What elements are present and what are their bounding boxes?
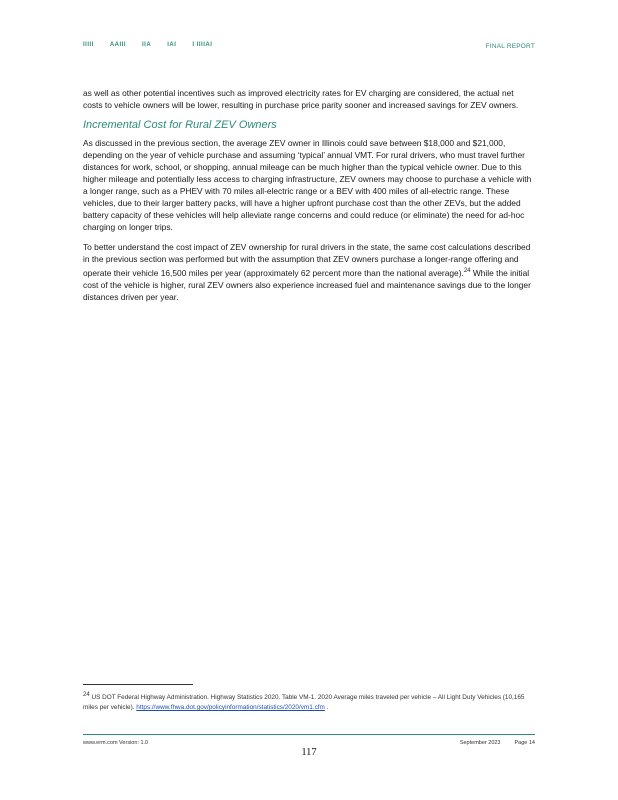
footnote-suffix: . — [324, 704, 329, 712]
continued-paragraph: as well as other potential incentives such as improved electricity rates for EV charging are considered, the actual net costs to vehicle owners will be lower, resulting in purchase price parity sooner and increased savings for ZEV owners. — [83, 88, 519, 110]
footnote-reference[interactable]: 24 — [463, 268, 471, 274]
footer-date: September 2023 — [459, 740, 501, 746]
logo-segment: IIA — [142, 42, 152, 48]
paragraph-rural-impact — [83, 241, 535, 303]
footnote-number: 24 — [83, 692, 90, 698]
logo-segment: AAIII — [109, 42, 127, 48]
report-label: FINAL REPORT — [485, 43, 535, 50]
paragraph-cost-discussion: As discussed in the previous section, the average ZEV owner in Illinois could save between $18,000 and $21,000, depending on the year of vehicle purchase and assuming ‘typical’ annual VMT. For rural drivers, who must travel further distances for work, school, or shopping, annual mileage can be much higher than the typical vehicle owner. Due to this higher mileage and potentially less access to charging infrastructure, ZEV owners may choose to purchase a vehicle with a longer range, such as a PHEV with 70 miles all-electric range or a BEV with 400 miles of all-electric range. These vehicles, due to their larger battery packs, will have a higher upfront purchase cost than the other ZEVs, but the added battery capacity of these vehicles will help alleviate range concerns and could reduce (or eliminate) the need for ad-hoc charging on longer trips. — [83, 138, 532, 232]
footnote-divider — [83, 684, 193, 685]
paragraph-text-end: While the initial cost of the vehicle is higher, rural ZEV owners also experience increased fuel and maintenance savings due to the longer distances driven per year. — [83, 267, 531, 302]
footer-page-label: Page 14 — [514, 740, 535, 746]
logo-segment: IIIII — [83, 42, 94, 48]
page-header — [83, 42, 535, 54]
section-title: Incremental Cost for Rural ZEV Owners — [83, 119, 277, 131]
header-logo — [83, 42, 212, 48]
main-content — [83, 87, 535, 311]
footer-meta — [460, 740, 535, 746]
paragraph-text: To better understand the cost impact of ZEV ownership for rural drivers in the state, the same cost calculations described in the previous section was performed but with the assumption that ZEV owners purchase a longer-range offering and operate their vehicle 16,500 miles per year (approximately 62 percent more than the national average). — [83, 242, 531, 278]
page-number: 117 — [301, 747, 317, 758]
footer-divider — [83, 734, 535, 735]
footnote — [83, 690, 535, 713]
footnote-text: US DOT Federal Highway Administration. Highway Statistics 2020. Table VM-1. 2020 Average miles traveled per vehicle – All Light Duty Vehicles (10,165 miles per vehicle). — [83, 694, 525, 712]
logo-segment: IAI — [167, 42, 177, 48]
footnote-link[interactable]: https://www.fhwa.dot.gov/policyinformation/statistics/2020/vm1.cfm — [136, 704, 325, 712]
logo-segment: I IIIIAI — [192, 42, 213, 48]
footer-website-version: www.erm.com Version: 1.0 — [83, 740, 149, 746]
